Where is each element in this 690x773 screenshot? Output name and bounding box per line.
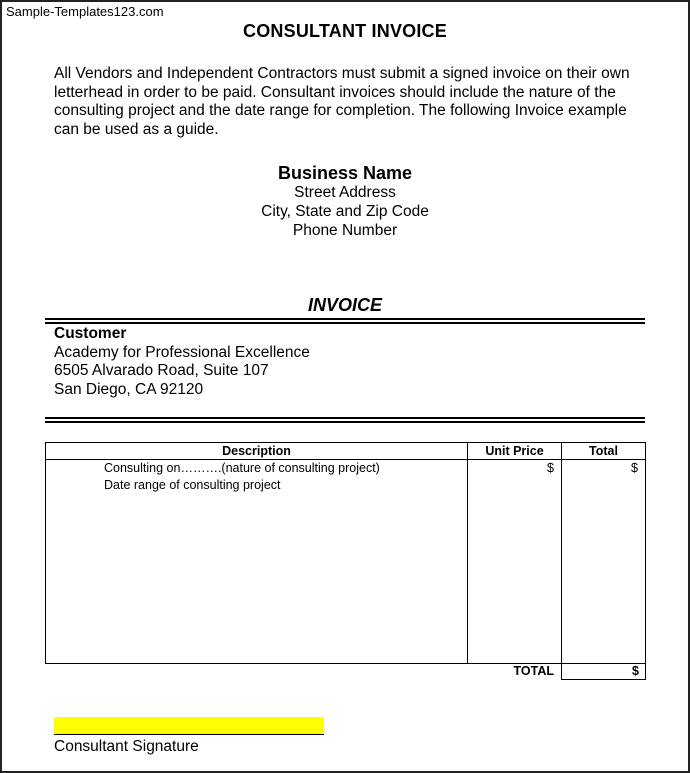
invoice-heading: INVOICE [307, 295, 382, 315]
customer-label: Customer [54, 325, 127, 342]
business-name: Business Name [277, 163, 413, 183]
header-unit-price: Unit Price [485, 444, 544, 458]
column-divider-unit-price [467, 443, 468, 663]
column-divider-total [561, 443, 562, 663]
business-phone: Phone Number [292, 222, 398, 239]
intro-paragraph: All Vendors and Independent Contractors must submit a signed invoice on their own letterhead in order to be paid. Consultant invoices should include the nature of the consulting project and the date range for completion. The following Invoice example can be used as a guide. [54, 65, 630, 139]
customer-block [54, 325, 310, 400]
signature-label: Consultant Signature [54, 738, 199, 755]
watermark-text: Sample-Templates123.com [6, 4, 164, 19]
signature-line [54, 734, 324, 735]
divider-bottom [45, 417, 645, 423]
total-box [561, 662, 646, 680]
row-1-unit-price: $ [547, 461, 554, 475]
divider-top [45, 318, 645, 324]
table-header-line [46, 459, 645, 460]
header-total: Total [589, 444, 618, 458]
row-1-description: Consulting on……….(nature of consulting project) [104, 461, 380, 475]
signature-field[interactable] [54, 717, 324, 734]
invoice-table [45, 442, 646, 664]
header-description: Description [222, 444, 291, 458]
total-value: $ [632, 664, 639, 678]
customer-address1: 6505 Alvarado Road, Suite 107 [54, 362, 269, 380]
business-block [0, 163, 690, 240]
customer-address2: San Diego, CA 92120 [54, 381, 204, 399]
row-2-description: Date range of consulting project [104, 478, 281, 492]
business-city: City, State and Zip Code [261, 203, 429, 220]
total-label: TOTAL [513, 664, 554, 678]
customer-name: Academy for Professional Excellence [54, 343, 310, 361]
business-street: Street Address [294, 184, 396, 201]
document-title: CONSULTANT INVOICE [243, 21, 447, 41]
row-1-total: $ [631, 461, 638, 475]
